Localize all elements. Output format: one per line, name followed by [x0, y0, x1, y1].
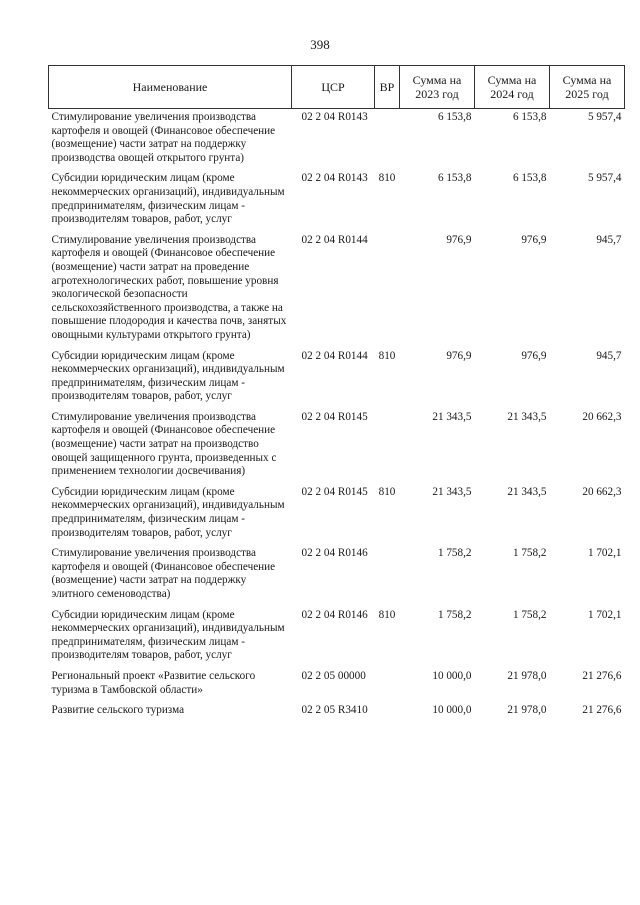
cell-y2023: 976,9: [446, 349, 472, 362]
cell-vr: 810: [378, 485, 396, 498]
cell-y2024: 1 758,2: [512, 608, 547, 621]
cell-name: Стимулирование увеличения производства картофеля и овощей (Финансовое обеспечение (возмещение) части затрат на проведение агротехнологических работ, повышение уровня экологической безопасности сельскохозяйственного производства, а также на повышение плодородия и качества почв, занятых овощными культурами открытого грунта): [51, 233, 287, 341]
cell-vr: 810: [378, 608, 396, 621]
cell-y2025: 1 702,1: [587, 547, 622, 560]
cell-csr: 02 2 05 R3410: [301, 704, 368, 717]
cell-y2025: 5 957,4: [587, 111, 622, 123]
cell-vr: [375, 232, 400, 348]
cell-y2023: 21 343,5: [432, 485, 472, 498]
table-row: [49, 170, 625, 231]
header-vr: ВР: [375, 66, 400, 109]
cell-csr: 02 2 04 R0145: [301, 410, 368, 423]
page-number: 398: [310, 37, 330, 52]
table-header-row: [49, 66, 625, 109]
cell-name: Развитие сельского туризма: [51, 704, 185, 717]
table-row: [49, 232, 625, 348]
cell-csr: 02 2 04 R0144: [301, 233, 368, 246]
table-row: [49, 668, 625, 702]
cell-name: Стимулирование увеличения производства картофеля и овощей (Финансовое обеспечение (возмещение) части затрат на производство овощей защищенного грунта, произведенных с применением технологии досвечивания): [51, 410, 277, 478]
cell-y2025: 1 702,1: [587, 608, 622, 621]
header-2025: Сумма на 2025 год: [550, 66, 625, 109]
cell-vr: [375, 668, 400, 702]
cell-csr: 02 2 04 R0146: [301, 547, 368, 560]
cell-csr: 02 2 04 R0144: [301, 349, 368, 362]
cell-y2024: 6 153,8: [512, 111, 547, 123]
cell-name: Субсидии юридическим лицам (кроме некоммерческих организаций), индивидуальным предпринимателям, физическим лицам - производителям товаров, работ, услуг: [51, 485, 285, 539]
table-row: [49, 702, 625, 723]
table-row: [49, 484, 625, 545]
header-2023: Сумма на 2023 год: [400, 66, 475, 109]
header-csr: ЦСР: [292, 66, 375, 109]
table-body: [49, 109, 625, 723]
cell-vr: 810: [378, 172, 396, 185]
cell-csr: 02 2 04 R0143: [301, 172, 368, 185]
cell-y2023: 21 343,5: [432, 410, 472, 423]
cell-csr: 02 2 04 R0143: [301, 111, 368, 123]
cell-y2024: 1 758,2: [512, 547, 547, 560]
cell-name: Региональный проект «Развитие сельского туризма в Тамбовской области»: [51, 669, 256, 696]
cell-y2025: 945,7: [596, 349, 622, 362]
cell-y2024: 976,9: [521, 233, 547, 246]
cell-name: Стимулирование увеличения производства картофеля и овощей (Финансовое обеспечение (возмещение) части затрат на поддержку производства овощей открытого грунта): [51, 111, 276, 164]
cell-y2025: 20 662,3: [582, 485, 622, 498]
cell-y2023: 1 758,2: [437, 608, 472, 621]
cell-vr: 810: [378, 349, 396, 362]
cell-y2023: 976,9: [446, 233, 472, 246]
cell-y2025: 20 662,3: [582, 410, 622, 423]
table-row: [49, 348, 625, 409]
table-row: [49, 607, 625, 668]
cell-y2025: 5 957,4: [587, 172, 622, 185]
budget-table: [48, 65, 625, 723]
cell-y2024: 21 343,5: [507, 485, 547, 498]
cell-y2023: 10 000,0: [432, 704, 472, 717]
cell-name: Субсидии юридическим лицам (кроме некоммерческих организаций), индивидуальным предпринимателям, физическим лицам - производителям товаров, работ, услуг: [51, 349, 285, 403]
cell-csr: 02 2 04 R0145: [301, 485, 368, 498]
cell-y2024: 21 978,0: [507, 669, 547, 682]
cell-vr: [375, 702, 400, 723]
cell-y2023: 6 153,8: [437, 172, 472, 185]
cell-y2024: 6 153,8: [512, 172, 547, 185]
cell-y2025: 945,7: [596, 233, 622, 246]
cell-vr: [375, 409, 400, 484]
cell-y2023: 1 758,2: [437, 547, 472, 560]
cell-csr: 02 2 05 00000: [301, 669, 366, 682]
table-row: [49, 109, 625, 171]
cell-name: Субсидии юридическим лицам (кроме некоммерческих организаций), индивидуальным предпринимателям, физическим лицам - производителям товаров, работ, услуг: [51, 608, 285, 662]
cell-y2024: 21 343,5: [507, 410, 547, 423]
header-2024: Сумма на 2024 год: [475, 66, 550, 109]
table-row: [49, 545, 625, 606]
cell-y2024: 976,9: [521, 349, 547, 362]
cell-vr: [375, 109, 400, 171]
cell-y2025: 21 276,6: [582, 669, 622, 682]
table-row: [49, 409, 625, 484]
cell-name: Стимулирование увеличения производства картофеля и овощей (Финансовое обеспечение (возмещение) части затрат на поддержку элитного семеноводства): [51, 547, 276, 600]
cell-vr: [375, 545, 400, 606]
cell-y2023: 6 153,8: [437, 111, 472, 123]
cell-y2023: 10 000,0: [432, 669, 472, 682]
cell-name: Субсидии юридическим лицам (кроме некоммерческих организаций), индивидуальным предпринимателям, физическим лицам - производителям товаров, работ, услуг: [51, 172, 285, 226]
header-name: Наименование: [49, 66, 292, 109]
cell-y2025: 21 276,6: [582, 704, 622, 717]
cell-y2024: 21 978,0: [507, 704, 547, 717]
cell-csr: 02 2 04 R0146: [301, 608, 368, 621]
